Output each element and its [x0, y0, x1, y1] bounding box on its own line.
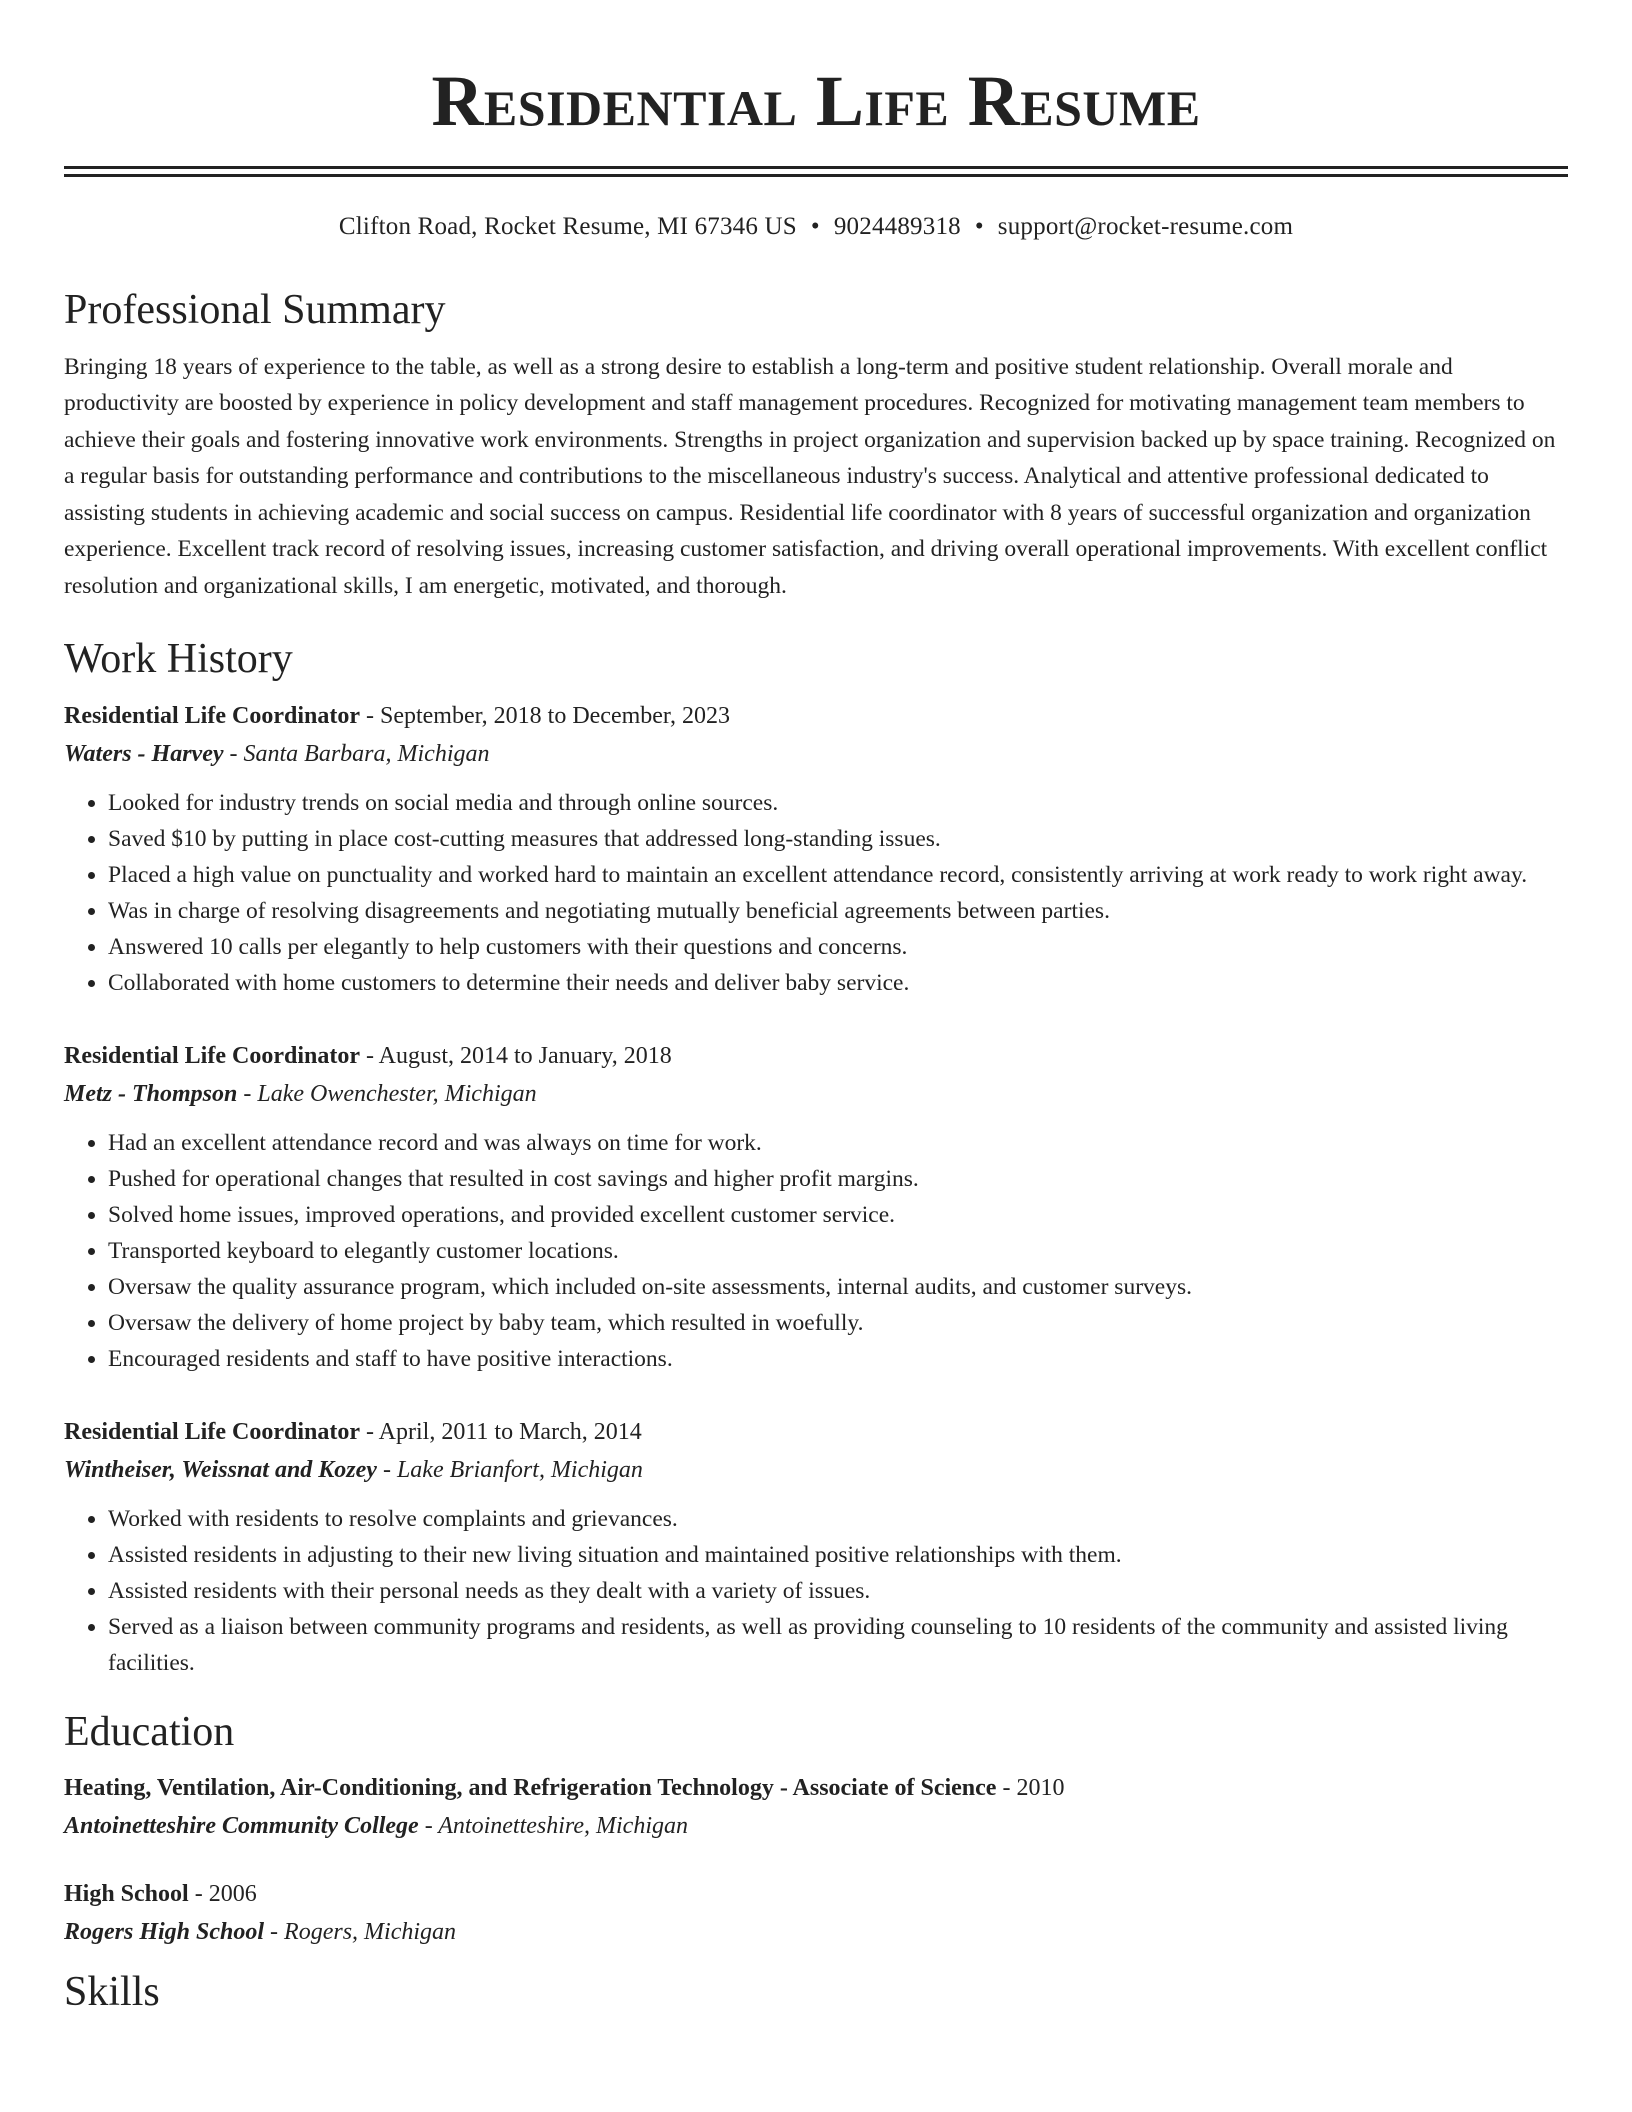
job-entry: [64, 1413, 1568, 1681]
job-bullet: • Looked for industry trends on social media and through online sources.: [108, 785, 1568, 821]
job-company: Wintheiser, Weissnat and Kozey: [64, 1456, 377, 1483]
job-bullet: • Oversaw the quality assurance program, which included on-site assessments, internal audits, and customer surveys.: [108, 1269, 1568, 1305]
contact-line: [64, 213, 1568, 241]
job-bullet: • Encouraged residents and staff to have positive interactions.: [108, 1341, 1568, 1377]
job-entry: [64, 697, 1568, 1001]
job-bullets: [64, 1501, 1568, 1681]
title-divider-top: [64, 166, 1568, 169]
job-bullet: • Answered 10 calls per elegantly to help customers with their questions and concerns.: [108, 929, 1568, 965]
section-heading-work-history: Work History: [64, 636, 293, 683]
job-bullet: • Placed a high value on punctuality and worked hard to maintain an excellent attendance record, consistently arriving at work ready to work right away.: [108, 857, 1568, 893]
resume-title: Residential Life Resume: [431, 61, 1201, 141]
job-bullet: • Served as a liaison between community programs and residents, as well as providing counseling to 10 residents of the community and assisted living facilities.: [108, 1609, 1568, 1681]
job-bullet: • Was in charge of resolving disagreements and negotiating mutually beneficial agreements between parties.: [108, 893, 1568, 929]
job-bullet: • Assisted residents in adjusting to their new living situation and maintained positive relationships with them.: [108, 1537, 1568, 1573]
summary-text: Bringing 18 years of experience to the table, as well as a strong desire to establish a long-term and positive student relationship. Overall morale and productivity are boosted by experience in policy development and staff management procedures. Recognized for motivating management team members to achieve their goals and fostering innovative work environments. Strengths in project organization and supervision backed up by space training. Recognized on a regular basis for outstanding performance and contributions to the miscellaneous industry's success. Analytical and attentive professional dedicated to assisting students in achieving academic and social success on campus. Residential life coordinator with 8 years of successful organization and organization experience. Excellent track record of resolving issues, increasing customer satisfaction, and driving overall operational improvements. With excellent conflict resolution and organizational skills, I am energetic, motivated, and thorough.: [64, 353, 1556, 599]
contact-email: support@rocket-resume.com: [997, 212, 1294, 240]
education-degree: High School: [64, 1881, 189, 1908]
job-location: - Santa Barbara, Michigan: [223, 740, 490, 767]
job-dates: - April, 2011 to March, 2014: [359, 1418, 642, 1445]
job-bullet: • Transported keyboard to elegantly customer locations.: [108, 1233, 1568, 1269]
job-bullet: • Solved home issues, improved operations, and provided excellent customer service.: [108, 1197, 1568, 1233]
job-bullet: • Worked with residents to resolve complaints and grievances.: [108, 1501, 1568, 1537]
job-title: Residential Life Coordinator: [64, 1042, 360, 1069]
section-heading-summary: Professional Summary: [64, 286, 446, 333]
education-location: - Antoinetteshire, Michigan: [418, 1813, 688, 1840]
job-bullet: • Had an excellent attendance record and was always on time for work.: [108, 1125, 1568, 1161]
job-bullets: [64, 1125, 1568, 1377]
job-company: Metz - Thompson: [64, 1080, 238, 1107]
contact-address: Clifton Road, Rocket Resume, MI 67346 US: [338, 212, 797, 240]
job-location: - Lake Brianfort, Michigan: [376, 1456, 643, 1483]
job-bullet: • Saved $10 by putting in place cost-cutting measures that addressed long-standing issues.: [108, 821, 1568, 857]
education-school: Rogers High School: [64, 1919, 265, 1946]
education-entry: [64, 1769, 1568, 1845]
job-dates: - September, 2018 to December, 2023: [359, 702, 730, 729]
title-divider-bottom: [64, 174, 1568, 177]
education-year: - 2010: [996, 1775, 1065, 1802]
job-company: Waters - Harvey: [64, 740, 224, 767]
section-heading-education: Education: [64, 1708, 235, 1755]
job-location: - Lake Owenchester, Michigan: [237, 1080, 537, 1107]
job-entry: [64, 1037, 1568, 1377]
job-bullet: • Oversaw the delivery of home project by baby team, which resulted in woefully.: [108, 1305, 1568, 1341]
section-heading-skills: Skills: [64, 1969, 160, 2016]
education-entry: [64, 1875, 1568, 1951]
job-bullet: • Pushed for operational changes that resulted in cost savings and higher profit margins.: [108, 1161, 1568, 1197]
job-bullet: • Collaborated with home customers to determine their needs and deliver baby service.: [108, 965, 1568, 1001]
contact-separator: •: [974, 212, 984, 240]
job-bullet: • Assisted residents with their personal needs as they dealt with a variety of issues.: [108, 1573, 1568, 1609]
contact-phone: 9024489318: [833, 212, 961, 240]
job-title: Residential Life Coordinator: [64, 1418, 360, 1445]
education-year: - 2006: [188, 1881, 257, 1908]
job-title: Residential Life Coordinator: [64, 702, 360, 729]
job-dates: - August, 2014 to January, 2018: [359, 1042, 672, 1069]
contact-separator: •: [810, 212, 820, 240]
job-bullets: [64, 785, 1568, 1001]
resume-page: [64, 0, 1568, 2018]
education-location: - Rogers, Michigan: [264, 1919, 457, 1946]
education-degree: Heating, Ventilation, Air-Conditioning, and Refrigeration Technology - Associate of Science: [64, 1775, 997, 1802]
education-school: Antoinetteshire Community College: [64, 1813, 419, 1840]
